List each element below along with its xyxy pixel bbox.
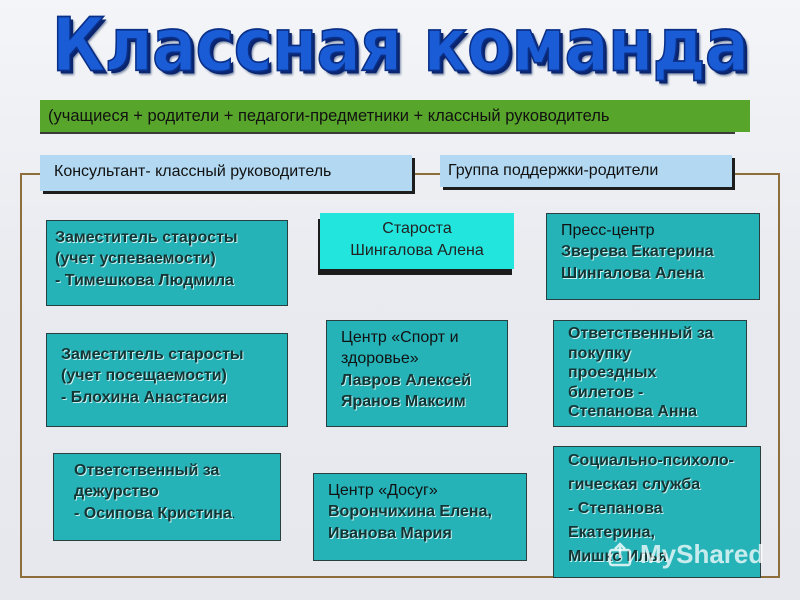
box-line: Зверева Екатерина — [561, 243, 714, 261]
box-line: покупку — [568, 344, 631, 362]
box-line: Центр «Досуг» — [328, 482, 438, 499]
box-line: Ворончихина Елена, — [328, 503, 492, 521]
duty-suffix: . — [231, 506, 236, 521]
press-center-box — [546, 213, 760, 300]
box-line: Мишко Илья — [568, 548, 668, 565]
box-line: (учет успеваемости) — [55, 250, 216, 268]
box-line: дежурство — [74, 483, 159, 501]
box-line: Заместитель старосты — [55, 229, 238, 246]
box-line — [74, 503, 272, 524]
box-line: проездных — [568, 364, 657, 382]
box-line: Ответственный за — [74, 462, 220, 479]
box-line: Екатерина, — [568, 524, 655, 541]
watermark-text: MyShared — [640, 538, 765, 569]
duty-name: - Осипова Кристина — [74, 504, 232, 522]
box-line: билетов - — [568, 383, 644, 401]
starosta-box — [320, 213, 514, 269]
box-line: Иванова Мария — [328, 524, 452, 542]
box-line: здоровье» — [341, 350, 419, 368]
box-line: Пресс-центр — [561, 222, 655, 239]
box-line: гическая служба — [568, 476, 701, 493]
subtitle-banner: (учащиеся + родители + педагоги-предметники + классный руководитель — [40, 100, 750, 132]
share-icon — [606, 540, 634, 568]
box-line: Степанова Анна — [568, 403, 698, 421]
duty-box — [53, 453, 281, 541]
box-line: Центр «Спорт и — [341, 329, 459, 346]
box-line: Лавров Алексей — [341, 371, 472, 389]
consultant-header: Консультант- классный руководитель — [40, 155, 412, 191]
watermark — [606, 536, 776, 572]
box-line: Социально-психоло- — [568, 452, 734, 469]
starosta-name: Шингалова Алена — [350, 242, 484, 259]
tickets-box — [553, 320, 747, 427]
box-line: - Степанова — [568, 500, 663, 517]
leisure-center-box — [313, 473, 527, 561]
box-line: Ответственный за — [568, 325, 714, 342]
page-title: Классная команда — [51, 2, 749, 89]
support-group-header: Группа поддержки-родители — [440, 155, 732, 187]
box-line: (учет посещаемости) — [61, 367, 227, 385]
box-line: Шингалова Алена — [561, 264, 704, 282]
box-line: - Тимешкова Людмила — [55, 271, 234, 289]
starosta-role: Староста — [382, 220, 452, 237]
deputy-attendance-box — [46, 333, 288, 427]
box-line: - Блохина Анастасия — [61, 388, 228, 406]
box-line: Яранов Максим — [341, 392, 466, 410]
sport-center-box — [326, 320, 508, 427]
deputy-progress-box — [46, 220, 288, 306]
box-line: Заместитель старосты — [61, 346, 244, 363]
subtitle-underline — [40, 132, 735, 134]
